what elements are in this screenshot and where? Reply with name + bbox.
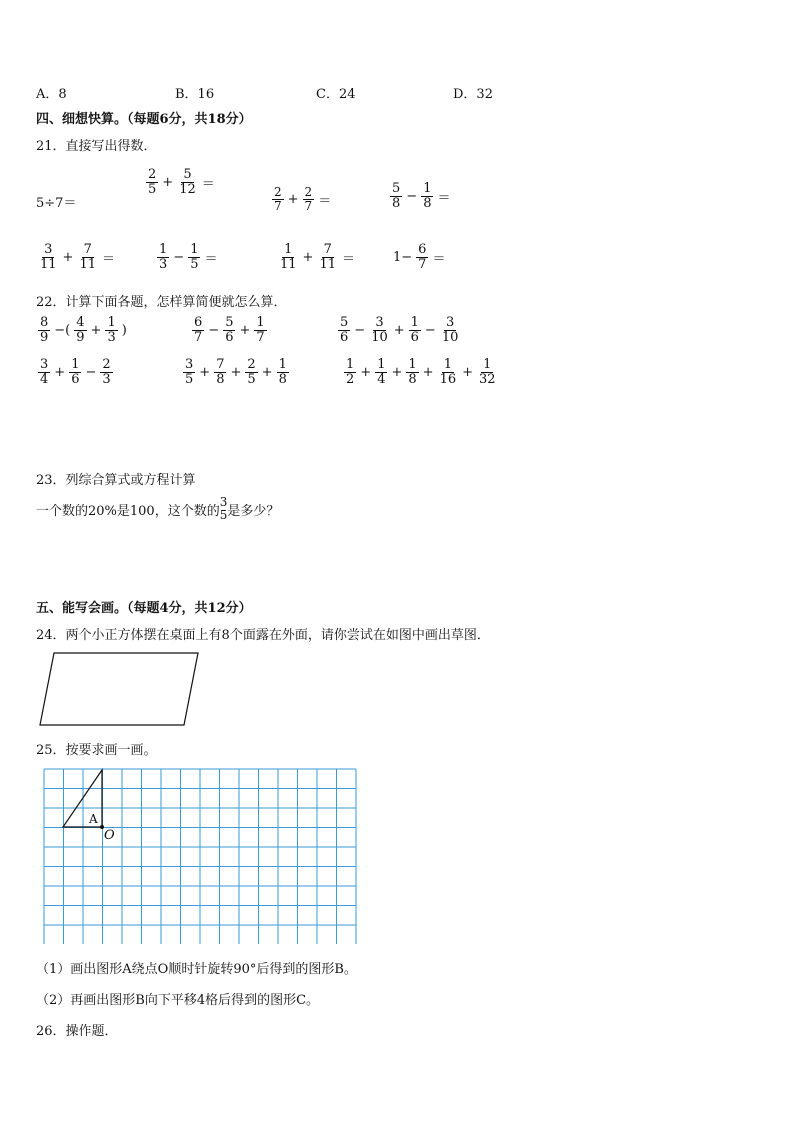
q21-expr-6: $\frac{1}{3}$ − $\frac{1}{5}$ ＝ <box>159 242 218 273</box>
q21-label: 21．直接写出得数． <box>36 139 157 154</box>
q22-expr-4: $\frac{3}{4}$ + $\frac{1}{6}$ − $\frac{2}{3}$ <box>40 357 111 388</box>
q22-expr-2: $\frac{6}{7}$ − $\frac{5}{6}$ + $\frac{1}{7}$ <box>194 315 265 346</box>
q22-expr-1: $\frac{8}{9}$ −( $\frac{4}{9}$ + $\frac{1}{3}$ ) <box>40 315 127 346</box>
q23-text-before: 一个数的20%是100，这个数的 <box>36 503 220 519</box>
q24-label: 24．两个小正方体摆在桌面上有8个面露在外面，请你尝试在如图中画出草图． <box>36 628 490 643</box>
q22-expr-3: $\frac{5}{6}$ − $\frac{3}{10}$ + $\frac{1}{6}$ − $\frac{3}{10}$ <box>340 315 459 346</box>
q25-step-2: （2）再画出图形B向下平移4格后得到的图形C。 <box>36 993 320 1008</box>
q26-label: 26．操作题． <box>36 1024 118 1039</box>
option-d: D．32 <box>453 87 493 102</box>
q23-label: 23．列综合算式或方程计算 <box>36 473 196 488</box>
option-a: A．8 <box>36 87 67 102</box>
section-5-heading: 五、能写会画。（每题4分，共12分） <box>36 601 252 616</box>
q23-text-after: 是多少？ <box>227 503 280 519</box>
option-b: B．16 <box>175 87 215 102</box>
q21-expr-7: $\frac{1}{11}$ + $\frac{7}{11}$ ＝ <box>280 242 356 273</box>
q25-grid <box>43 768 361 944</box>
q21-expr-1: 5÷7＝ <box>36 196 77 211</box>
point-label-o: O <box>104 828 115 843</box>
option-c: C．24 <box>316 87 356 102</box>
q21-expr-4: $\frac{5}{8}$ − $\frac{1}{8}$ ＝ <box>392 181 451 212</box>
q21-expr-2: $\frac{2}{5}$ + $\frac{5}{12}$ ＝ <box>148 167 215 198</box>
q22-expr-5: $\frac{3}{5}$ + $\frac{7}{8}$ + $\frac{2}{5}$ + $\frac{1}{8}$ <box>185 357 287 388</box>
q22-label: 22．计算下面各题，怎样算简便就怎么算． <box>36 295 287 310</box>
q23-problem <box>36 496 279 522</box>
grid-lines <box>44 769 356 944</box>
shape-label-a: A <box>89 812 98 826</box>
q25-step-1: （1）画出图形A绕点O顺时针旋转90°后得到的图形B。 <box>36 962 357 977</box>
q21-expr-3: $\frac{2}{7}$ + $\frac{2}{7}$ ＝ <box>274 185 332 214</box>
q21-expr-8: 1− $\frac{6}{7}$ ＝ <box>393 242 446 273</box>
q21-expr-5: $\frac{3}{11}$ + $\frac{7}{11}$ ＝ <box>40 242 116 273</box>
q22-expr-6: $\frac{1}{2}$ + $\frac{1}{4}$ + $\frac{1}{8}$ + $\frac{1}{16}$ + $\frac{1}{32}$ <box>346 357 496 388</box>
q23-fraction: 3 5 <box>219 495 228 523</box>
section-4-heading: 四、细想快算。（每题6分，共18分） <box>36 112 252 127</box>
q25-label: 25．按要求画一画。 <box>36 743 157 758</box>
q24-parallelogram <box>36 650 202 728</box>
